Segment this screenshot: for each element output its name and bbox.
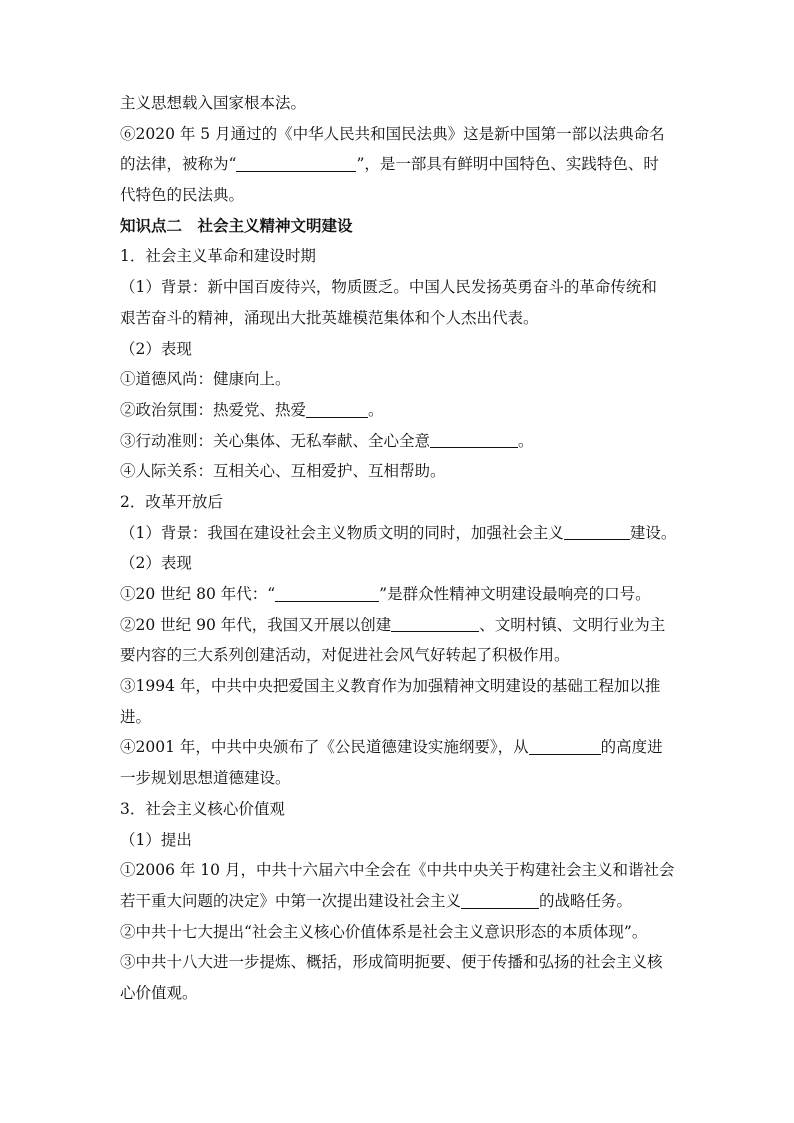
- text-segment: ③行动准则：关心集体、无私奉献、全心全意: [120, 431, 431, 450]
- text-line: [120, 180, 680, 211]
- section-heading: [120, 211, 680, 242]
- text-segment: ②20 世纪 90 年代，我国又开展以创建: [120, 615, 392, 634]
- text-segment: 代特色的民法典。: [120, 186, 245, 205]
- text-line: [120, 855, 680, 886]
- text-segment: 若干重大问题的决定》中第一次提出建设社会主义: [120, 891, 462, 910]
- text-line: [120, 610, 680, 641]
- text-segment: ⑥2020 年 5 月通过的《中华人民共和国民法典》这是新中国第一部以法典命名: [120, 124, 665, 143]
- text-segment: ②中共十七大提出“社会主义核心价值体系是社会主义意识形态的本质体现”。: [120, 922, 648, 941]
- text-segment: ②政治氛围：热爱党、热爱: [120, 400, 307, 419]
- text-segment: ①2006 年 10 月，中共十六届六中全会在《中共中央关于构建社会主义和谐社会: [120, 861, 675, 880]
- text-segment: 心价值观。: [120, 983, 198, 1002]
- text-segment: 、文明村镇、文明行业为主: [479, 615, 666, 634]
- text-segment: ①道德风尚：健康向上。: [120, 370, 291, 389]
- text-segment: ④2001 年，中共中央颁布了《公民道德建设实施纲要》，从: [120, 738, 529, 757]
- text-line: [120, 334, 680, 365]
- fill-in-blank[interactable]: [275, 585, 379, 602]
- text-segment: 建设。: [629, 523, 677, 542]
- text-line: [120, 241, 680, 272]
- text-line: [120, 88, 680, 119]
- text-line: [120, 917, 680, 948]
- fill-in-blank[interactable]: [461, 891, 539, 908]
- text-line: [120, 364, 680, 395]
- fill-in-blank[interactable]: [529, 738, 601, 755]
- text-segment: （1）背景：新中国百废待兴，物质匮乏。中国人民发扬英勇奋斗的革命传统和: [120, 278, 657, 297]
- text-line: [120, 456, 680, 487]
- text-line: [120, 978, 680, 1009]
- text-segment: （2）表现: [120, 554, 192, 573]
- text-line: [120, 671, 680, 702]
- text-segment: ”，是一部具有鲜明中国特色、实践特色、时: [356, 155, 659, 174]
- fill-in-blank[interactable]: [391, 615, 479, 632]
- text-segment: 一步规划思想道德建设。: [120, 769, 291, 788]
- text-segment: ③中共十八大进一步提炼、概括，形成简明扼要、便于传播和弘扬的社会主义核: [120, 953, 663, 972]
- text-line: [120, 395, 680, 426]
- text-segment: 3．社会主义核心价值观: [120, 799, 285, 818]
- text-segment: 进。: [120, 707, 152, 726]
- text-line: [120, 763, 680, 794]
- text-segment: （1）背景：我国在建设社会主义物质文明的同时，加强社会主义: [120, 523, 564, 542]
- text-line: [120, 272, 680, 303]
- text-segment: 艰苦奋斗的精神，涌现出大批英雄模范集体和个人杰出代表。: [120, 308, 539, 327]
- text-segment: 。: [368, 400, 384, 419]
- text-line: [120, 702, 680, 733]
- text-segment: （2）表现: [120, 339, 192, 358]
- text-segment: 知识点二 社会主义精神文明建设: [120, 215, 353, 235]
- text-line: [120, 487, 680, 518]
- text-line: [120, 119, 680, 150]
- text-segment: ④人际关系：互相关心、互相爱护、互相帮助。: [120, 462, 446, 481]
- fill-in-blank[interactable]: [306, 400, 368, 417]
- text-segment: ③1994 年，中共中央把爱国主义教育作为加强精神文明建设的基础工程加以推: [120, 677, 661, 696]
- fill-in-blank[interactable]: [236, 155, 356, 172]
- text-segment: 的高度进: [600, 738, 663, 757]
- text-line: [120, 947, 680, 978]
- fill-in-blank[interactable]: [564, 523, 630, 540]
- text-segment: ”是群众性精神文明建设最响亮的口号。: [379, 585, 651, 603]
- text-line: [120, 794, 680, 825]
- text-line: [120, 426, 680, 457]
- text-line: [120, 303, 680, 334]
- text-line: [120, 825, 680, 856]
- text-line: [120, 518, 680, 549]
- text-segment: 的法律，被称为“: [120, 155, 237, 174]
- text-line: [120, 149, 680, 180]
- text-line: [120, 640, 680, 671]
- text-segment: 要内容的三大系列创建活动，对促进社会风气好转起了积极作用。: [120, 646, 570, 665]
- text-line: [120, 732, 680, 763]
- document-page: [120, 88, 680, 1009]
- fill-in-blank[interactable]: [430, 431, 518, 448]
- text-segment: 2．改革开放后: [120, 492, 223, 511]
- text-segment: （1）提出: [120, 830, 192, 849]
- text-line: [120, 548, 680, 579]
- text-line: [120, 886, 680, 917]
- text-segment: 的战略任务。: [539, 891, 633, 910]
- text-segment: 1．社会主义革命和建设时期: [120, 247, 316, 266]
- text-segment: 主义思想载入国家根本法。: [120, 94, 307, 112]
- text-segment: ①20 世纪 80 年代：“: [120, 585, 276, 603]
- text-line: [120, 579, 680, 610]
- text-segment: 。: [518, 431, 534, 450]
